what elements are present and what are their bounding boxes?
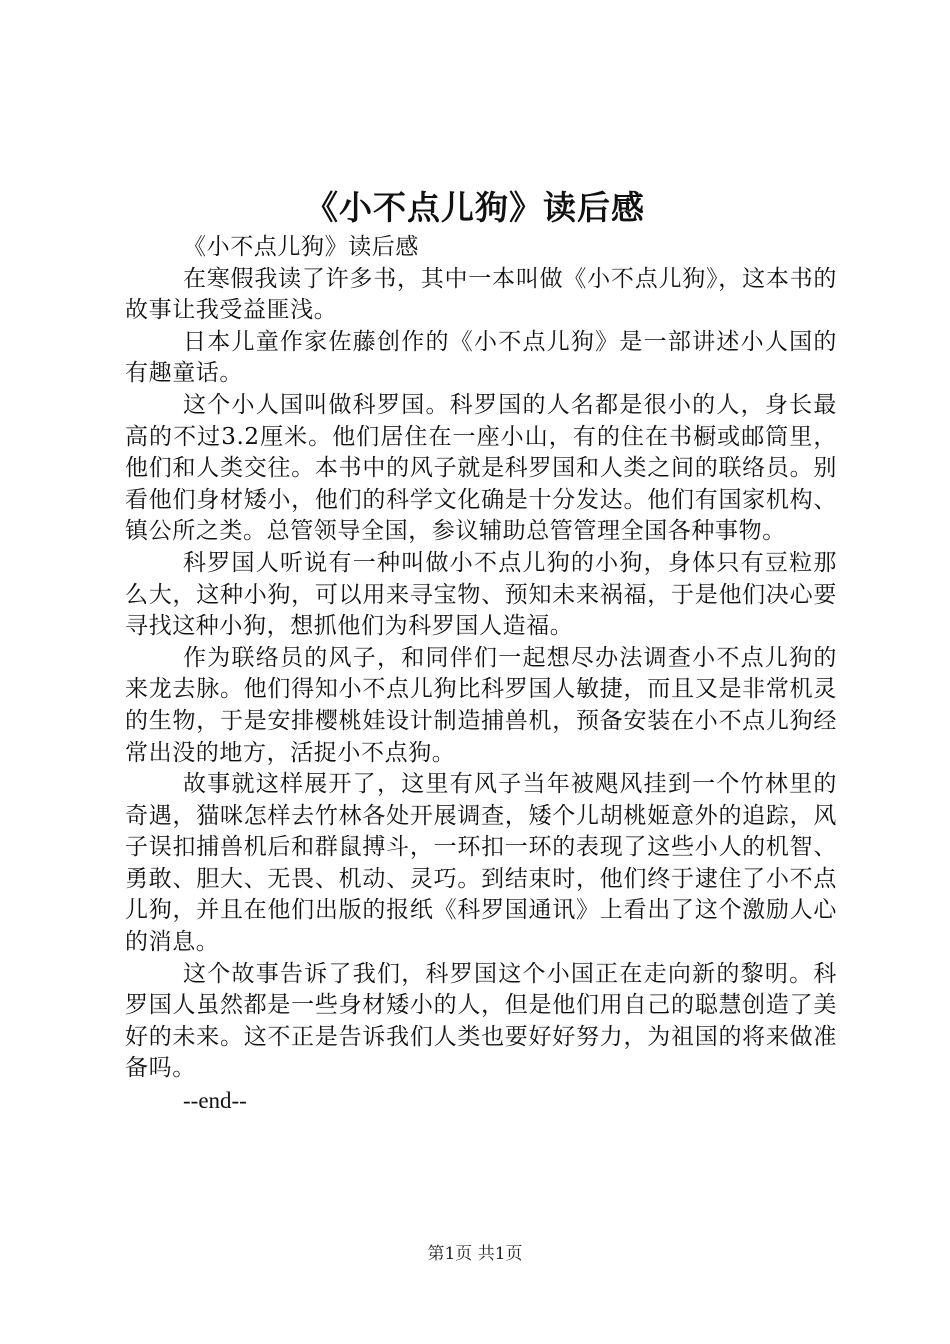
- paragraph-5: 作为联络员的风子，和同伴们一起想尽办法调查小不点儿狗的来龙去脉。他们得知小不点儿狗比科罗国人敏捷，而且又是非常机灵的生物，于是安排樱桃娃设计制造捕兽机，预备安装在小不点儿狗经常出没的地方，活捉小不点狗。: [125, 644, 837, 766]
- paragraph-2: 日本儿童作家佐藤创作的《小不点儿狗》是一部讲述小人国的有趣童话。: [125, 328, 837, 387]
- paragraph-7: 这个故事告诉了我们，科罗国这个小国正在走向新的黎明。科罗国人虽然都是一些身材矮小的人，但是他们用自己的聪慧创造了美好的未来。这不正是告诉我们人类也要好好努力，为祖国的将来做准备吗。: [125, 960, 837, 1082]
- end-mark: --end--: [183, 1088, 247, 1114]
- document-title: 《小不点儿狗》读后感: [305, 188, 645, 227]
- paragraph-subtitle: 《小不点儿狗》读后感: [183, 234, 419, 260]
- paragraph-3: 这个小人国叫做科罗国。科罗国的人名都是很小的人，身长最高的不过3.2厘米。他们居住在一座小山，有的住在书橱或邮筒里，他们和人类交往。本书中的风子就是科罗国和人类之间的联络员。别看他们身材矮小，他们的科学文化确是十分发达。他们有国家机构、镇公所之类。总管领导全国，参议辅助总管管理全国各种事物。: [125, 391, 837, 545]
- paragraph-1: 在寒假我读了许多书，其中一本叫做《小不点儿狗》，这本书的故事让我受益匪浅。: [125, 265, 837, 324]
- paragraph-6: 故事就这样展开了，这里有风子当年被飓风挂到一个竹林里的奇遇，猫咪怎样去竹林各处开展调查，矮个儿胡桃姬意外的追踪，风子误扣捕兽机后和群鼠搏斗，一环扣一环的表现了这些小人的机智、勇敢、胆大、无畏、机动、灵巧。到结束时，他们终于逮住了小不点儿狗，并且在他们出版的报纸《科罗国通讯》上看出了这个激励人心的消息。: [125, 771, 837, 956]
- document-body: [125, 232, 837, 1117]
- paragraph-4: 科罗国人听说有一种叫做小不点儿狗的小狗，身体只有豆粒那么大，这种小狗，可以用来寻宝物、预知未来祸福，于是他们决心要寻找这种小狗，想抓他们为科罗国人造福。: [125, 549, 837, 640]
- page-footer: 第1页 共1页: [427, 1244, 523, 1264]
